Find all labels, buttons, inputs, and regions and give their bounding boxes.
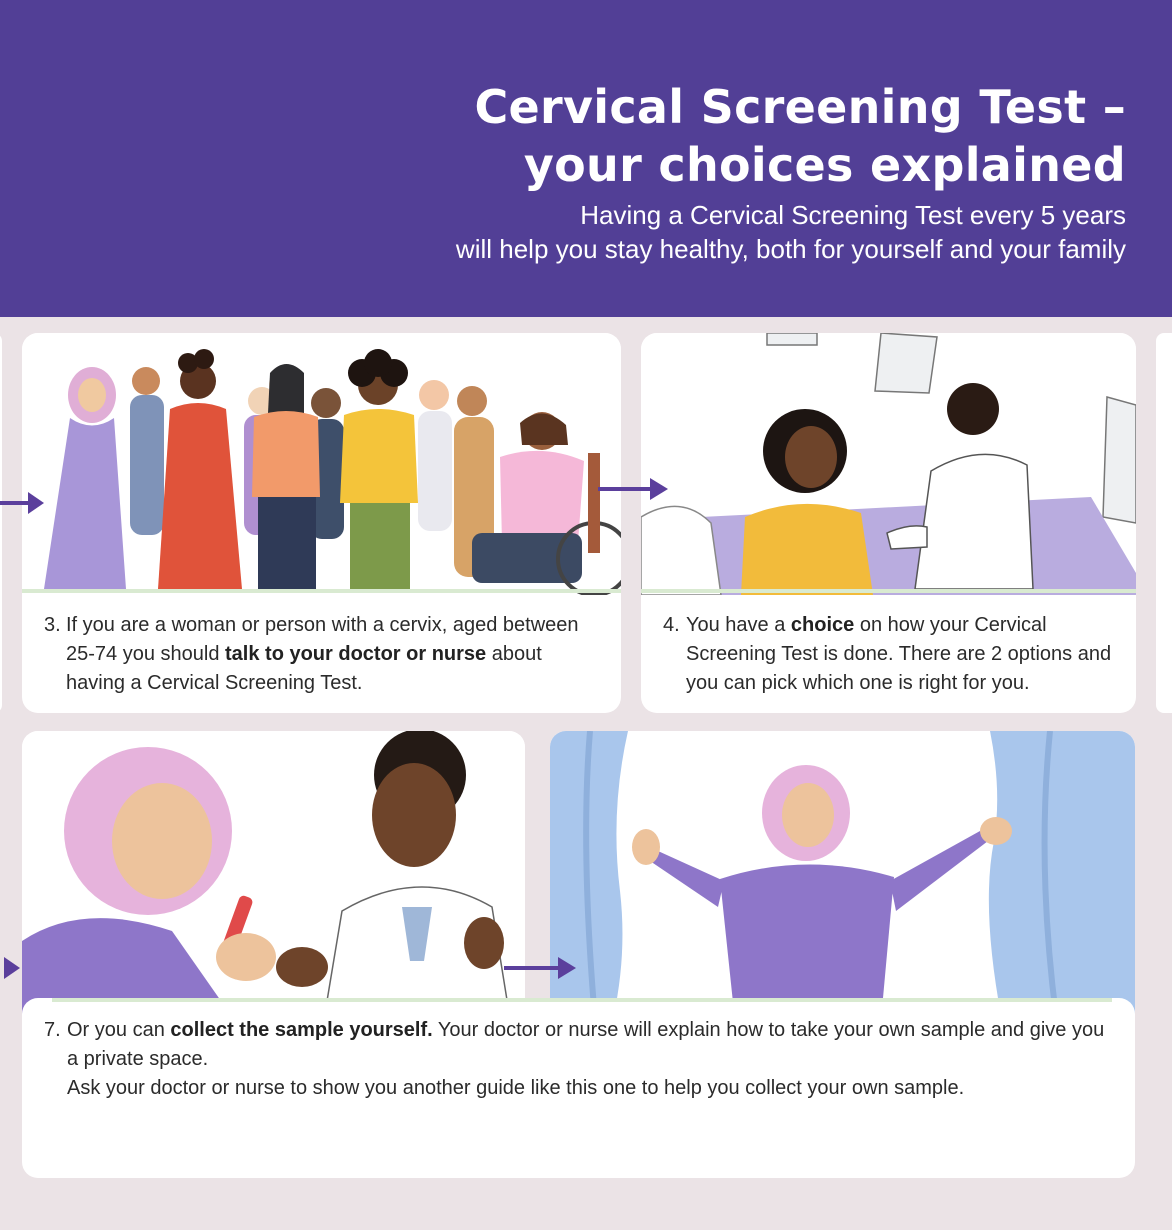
- curtain-privacy-illustration: [550, 731, 1135, 1031]
- step-4-text: [663, 611, 1123, 698]
- arrow-into-step-6-icon: [0, 953, 22, 983]
- step-7-text-before: Or you can: [67, 1019, 171, 1041]
- caption-divider: [52, 998, 1112, 1002]
- next-panel-edge: [1156, 333, 1172, 713]
- step-4-caption: [663, 611, 1123, 701]
- step-4-text-before: You have a: [686, 614, 791, 636]
- step-3-bold: talk to your doctor or nurse: [225, 643, 487, 665]
- arrow-step-3-to-4-icon: [598, 474, 670, 504]
- step-7-body: [44, 1016, 1114, 1103]
- subtitle-line-2: will help you stay healthy, both for yourself and your family: [455, 234, 1126, 264]
- sample-by-doctor-panel: [22, 731, 525, 1031]
- step-3-caption: [44, 611, 584, 701]
- step-7-caption: [22, 998, 1135, 1178]
- step-3-text-after: about having a Cervical Screening Test.: [66, 643, 542, 694]
- step-3-number: 3.: [44, 614, 61, 636]
- step-7-number: 7.: [44, 1019, 61, 1041]
- subtitle-line-1: Having a Cervical Screening Test every 5 years: [580, 200, 1126, 230]
- step-7-text-after: Your doctor or nurse will explain how to take your own sample and give you a private space.: [67, 1019, 1105, 1070]
- swab-discussion-illustration: [22, 731, 525, 1031]
- page-title: [226, 78, 1126, 194]
- header-banner: [0, 0, 1172, 317]
- title-line-2: your choices explained: [523, 138, 1126, 192]
- step-3-text: [44, 611, 584, 698]
- patient-and-doctor-illustration: [641, 333, 1136, 595]
- title-line-1: Cervical Screening Test –: [474, 80, 1126, 134]
- arrow-step-6-to-7-icon: [504, 953, 578, 983]
- step-4-bold: choice: [790, 614, 855, 636]
- step-3-panel: [22, 333, 621, 713]
- arrow-into-step-3-icon: [0, 488, 46, 518]
- step-4-number: 4.: [663, 614, 680, 636]
- group-of-women-illustration: [22, 333, 621, 595]
- step-7-text: [44, 1016, 1114, 1074]
- page-subtitle: [226, 198, 1126, 266]
- step-4-text-after: on how your Cervical Screening Test is done. There are 2 options and you can pick which one is right for you.: [686, 614, 1112, 694]
- step-3-text-before: If you are a woman or person with a cervix, aged between 25-74 you should: [66, 614, 579, 665]
- previous-panel-edge: [0, 333, 2, 713]
- step-7-line-2: Ask your doctor or nurse to show you another guide like this one to help you collect your own sample.: [67, 1077, 965, 1099]
- private-space-panel: [550, 731, 1135, 1031]
- step-4-panel: [641, 333, 1136, 713]
- step-7-bold: collect the sample yourself.: [170, 1019, 433, 1041]
